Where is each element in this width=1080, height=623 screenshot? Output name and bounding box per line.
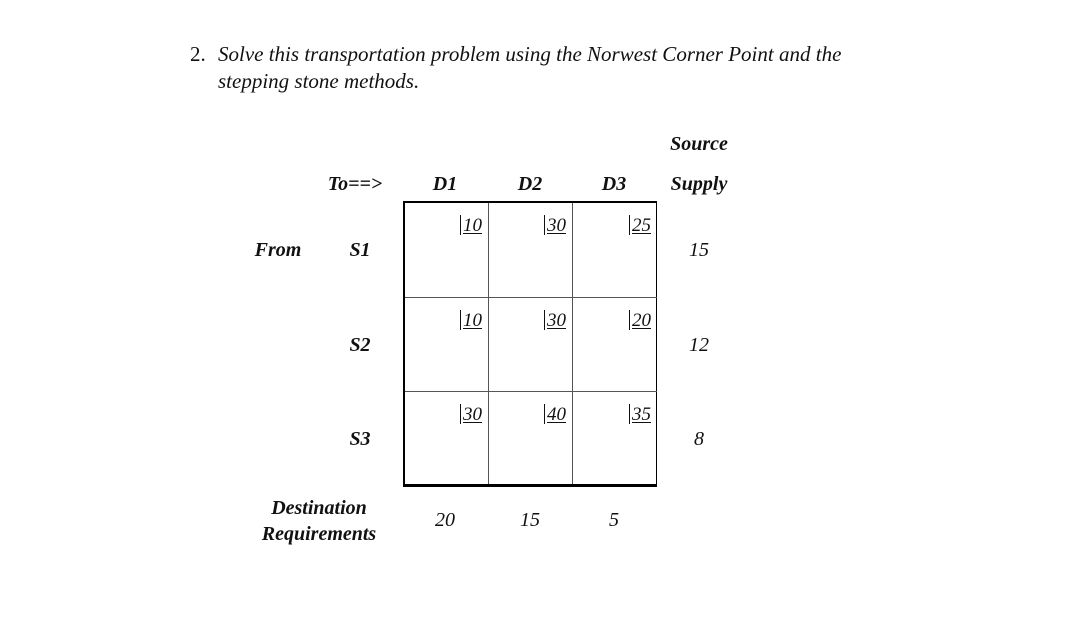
cost-value: 40 [544,404,566,424]
cost-cell-s1-d2 [489,203,573,298]
cost-cell-s3-d2 [489,392,573,484]
supply-value-s1: 15 [689,239,709,261]
from-label: From [254,239,302,261]
requirements-label-line-2: Requirements [261,523,377,545]
question-text-line-2: stepping stone methods. [218,69,420,93]
cost-value: 10 [460,310,482,330]
source-row-label-s2: S2 [349,334,371,356]
question-text-line-1: Solve this transportation problem using the Norwest Corner Point and the [218,42,842,66]
requirement-value-d3: 5 [609,509,619,531]
source-row-label-s1: S1 [349,239,371,261]
cost-value: 30 [460,404,482,424]
cost-cell-s2-d2 [489,298,573,392]
requirements-label-line-1: Destination [271,497,367,519]
cost-value: 30 [544,215,566,235]
requirement-value-d1: 20 [435,509,455,531]
cost-cell-s3-d1 [405,392,489,484]
cost-cell-s2-d1 [405,298,489,392]
cost-value: 30 [544,310,566,330]
transportation-cost-grid [403,201,657,487]
cost-value: 20 [629,310,651,330]
cost-cell-s1-d1 [405,203,489,298]
cost-cell-s3-d3 [573,392,657,484]
supply-label: Supply [670,173,728,195]
destination-header-d3: D3 [601,173,627,195]
cost-cell-s2-d3 [573,298,657,392]
supply-value-s3: 8 [694,428,704,450]
supply-value-s2: 12 [689,334,709,356]
cost-cell-s1-d3 [573,203,657,298]
source-row-label-s3: S3 [349,428,371,450]
to-label: To==> [327,173,383,195]
cost-value: 35 [629,404,651,424]
destination-header-d2: D2 [517,173,543,195]
cost-value: 25 [629,215,651,235]
destination-header-d1: D1 [432,173,458,195]
cost-value: 10 [460,215,482,235]
requirement-value-d2: 15 [520,509,540,531]
question-number: 2. [190,42,206,66]
source-label: Source [670,133,728,155]
